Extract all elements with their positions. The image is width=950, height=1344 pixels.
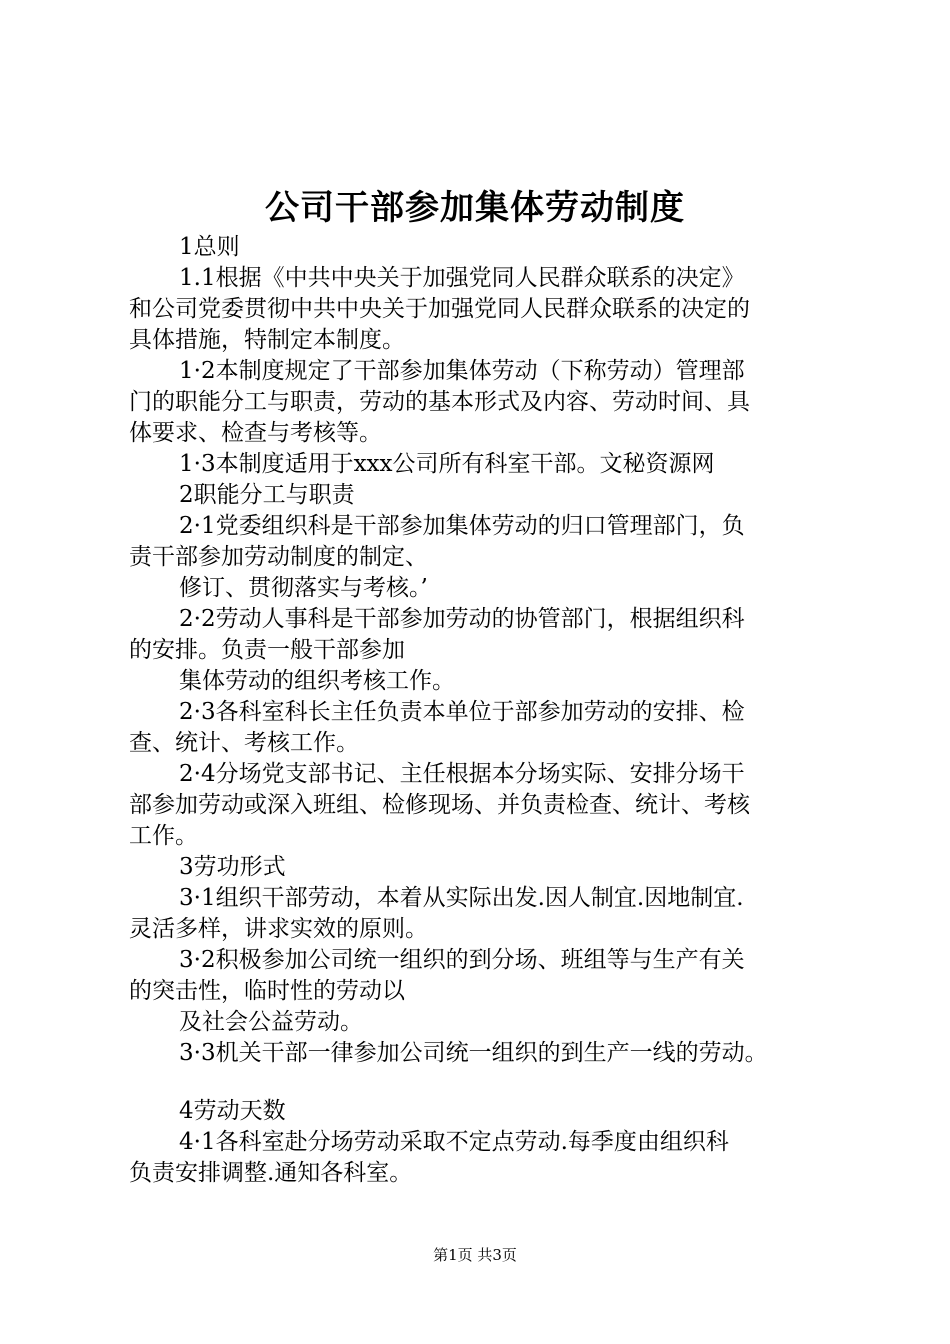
paragraph-line: 的安排。负责一般干部参加 <box>129 637 405 663</box>
page-footer: 第1页 共3页 <box>433 1246 517 1264</box>
paragraph-line: 2·2劳动人事科是干部参加劳动的协管部门，根据组织科 <box>179 606 745 632</box>
paragraph-line: 1.1根据《中共中央关于加强党同人民群众联系的决定》 <box>179 265 745 291</box>
paragraph-line: 修订、贯彻落实与考核。’ <box>179 575 428 601</box>
paragraph-line: 的突击性，临时性的劳动以 <box>129 978 405 1004</box>
paragraph-line: 门的职能分工与职责，劳动的基本形式及内容、劳动时间、具 <box>129 389 750 415</box>
paragraph-line: 灵活多样，讲求实效的原则。 <box>129 916 428 942</box>
paragraph-line: 责干部参加劳动制度的制定、 <box>129 544 428 570</box>
spacer <box>129 1069 833 1096</box>
paragraph-line: 查、统计、考核工作。 <box>129 730 359 756</box>
section-heading: 1总则 <box>179 234 240 260</box>
section-heading: 4劳动天数 <box>179 1098 286 1124</box>
paragraph-line: 3·1组织干部劳动，本着从实际出发.因人制宜.因地制宜. <box>179 885 744 911</box>
paragraph-line: 2·1党委组织科是干部参加集体劳动的归口管理部门，负 <box>179 513 745 539</box>
paragraph-line: 部参加劳动或深入班组、检修现场、并负责检查、统计、考核 <box>129 792 750 818</box>
document-body <box>129 232 833 1189</box>
paragraph-line: 1·2本制度规定了干部参加集体劳动（下称劳动）管理部 <box>179 358 745 384</box>
document-title: 公司干部参加集体劳动制度 <box>265 188 685 228</box>
section-heading: 2职能分工与职责 <box>179 482 355 508</box>
paragraph-line: 体要求、检查与考核等。 <box>129 420 382 446</box>
paragraph-line: 1·3本制度适用于xxx公司所有科室干部。文秘资源网 <box>179 451 715 477</box>
paragraph-line: 和公司党委贯彻中共中央关于加强党同人民群众联系的决定的 <box>129 296 750 322</box>
paragraph-line: 4·1各科室赴分场劳动采取不定点劳动.每季度由组织科 <box>179 1129 729 1155</box>
paragraph-line: 具体措施，特制定本制度。 <box>129 327 405 353</box>
paragraph-line: 2·3各科室科长主任负责本单位于部参加劳动的安排、检 <box>179 699 745 725</box>
paragraph-line: 3·3机关干部一律参加公司统一组织的到生产一线的劳动。 <box>179 1040 768 1066</box>
paragraph-line: 及社会公益劳动。 <box>179 1009 363 1035</box>
paragraph-line: 工作。 <box>129 823 198 849</box>
paragraph-line: 负责安排调整.通知各科室。 <box>129 1160 413 1186</box>
paragraph-line: 2·4分场党支部书记、主任根据本分场实际、安排分场干 <box>179 761 745 787</box>
paragraph-line: 3·2积极参加公司统一组织的到分场、班组等与生产有关 <box>179 947 745 973</box>
section-heading: 3劳功形式 <box>179 854 286 880</box>
paragraph-line: 集体劳动的组织考核工作。 <box>179 668 455 694</box>
